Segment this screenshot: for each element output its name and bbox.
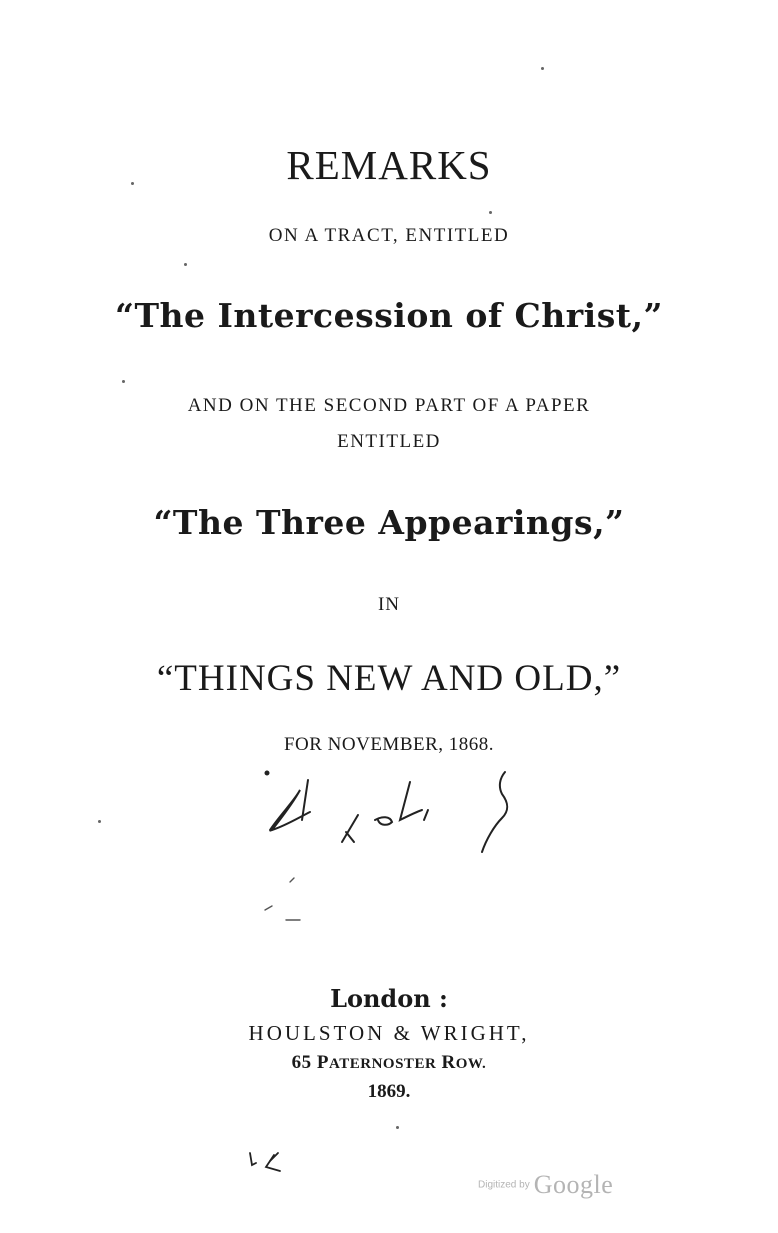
paper-speck (396, 1126, 399, 1129)
imprint-publisher: HOULSTON & WRIGHT, (248, 1021, 530, 1045)
handwritten-signature (250, 760, 540, 930)
paper-speck (98, 820, 101, 823)
paper-speck (184, 263, 187, 266)
paper-speck (131, 182, 134, 185)
paper-speck (541, 67, 544, 70)
digitized-watermark (478, 1170, 648, 1204)
address-row-rest: OW. (455, 1056, 487, 1072)
address-street-initial: P (316, 1052, 330, 1073)
subtitle-line: ON A TRACT, ENTITLED (268, 225, 510, 246)
imprint-address (0, 1051, 778, 1076)
tract-title: “The Intercession of Christ,” (114, 296, 663, 335)
in-line: IN (377, 594, 401, 615)
entitled-line: ENTITLED (337, 431, 441, 452)
imprint-city: London : (330, 984, 448, 1013)
address-row-initial: R (441, 1052, 456, 1073)
watermark-prefix: Digitized by (478, 1179, 530, 1191)
address-street-rest: ATERNOSTER (329, 1056, 437, 1072)
paper-title: “The Three Appearings,” (153, 503, 625, 542)
periodical-title: “THINGS NEW AND OLD,” (156, 658, 622, 699)
paper-speck (489, 211, 492, 214)
paper-speck (122, 380, 125, 383)
issue-date: FOR NOVEMBER, 1868. (283, 734, 495, 755)
imprint-year: 1869. (367, 1081, 411, 1102)
google-logo-text: Google (533, 1170, 614, 1199)
page-title: REMARKS (286, 142, 492, 188)
address-number: 65 (291, 1052, 312, 1073)
handwritten-shelf-mark (240, 1145, 300, 1175)
second-part-line: AND ON THE SECOND PART OF A PAPER (187, 395, 591, 416)
